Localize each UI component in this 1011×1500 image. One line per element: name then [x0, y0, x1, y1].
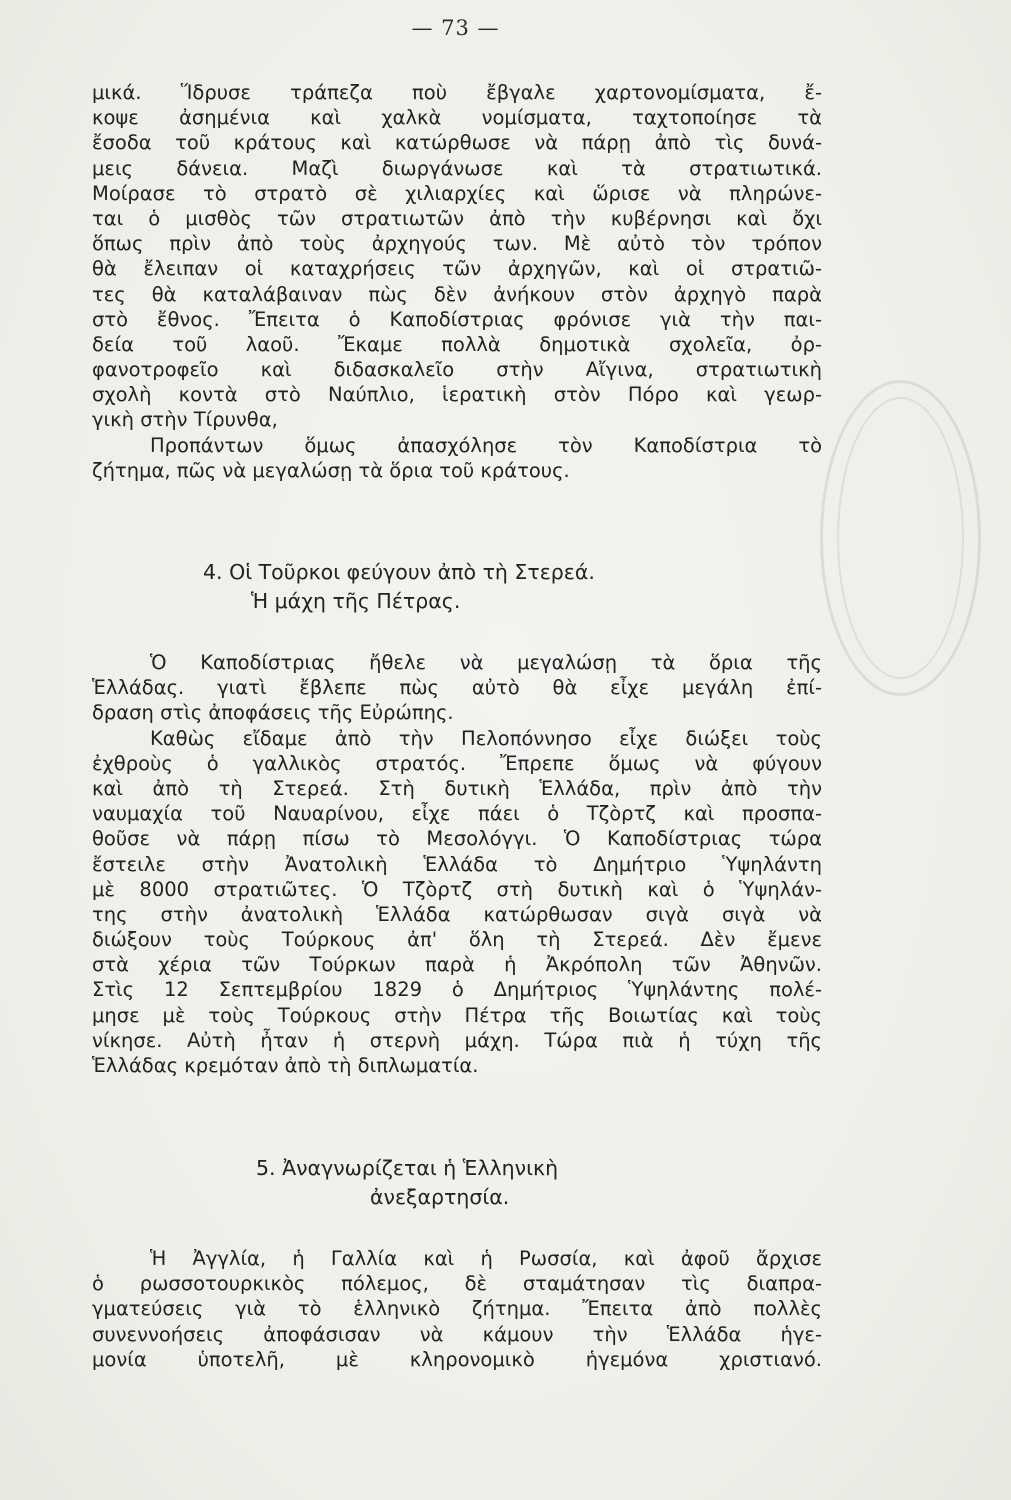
text-line: τες θὰ καταλάβαιναν πὼς δὲν ἀνήκουν στὸν ἀρχηγὸ παρὰ	[92, 282, 822, 306]
library-stamp-inner-ring	[837, 397, 964, 679]
text-line: καὶ ἀπὸ τὴ Στερεά. Στὴ δυτικὴ Ἑλλάδα, πρὶν ἀπὸ τὴν	[92, 776, 822, 800]
text-line: νίκησε. Αὐτὴ ἦταν ἡ στερνὴ μάχη. Τώρα πιὰ ἡ τύχη τῆς	[92, 1028, 822, 1052]
text-line: ζήτημα, πῶς νὰ μεγαλώσῃ τὰ ὅρια τοῦ κράτους.	[92, 458, 570, 482]
section-heading-4	[0, 558, 1011, 616]
text-line: Καθὼς εἴδαμε ἀπὸ τὴν Πελοπόννησο εἶχε διώξει τοὺς	[150, 726, 822, 750]
section-heading-line: ἀνεξαρτησία.	[370, 1185, 510, 1209]
text-line: μησε μὲ τοὺς Τούρκους στὴν Πέτρα τῆς Βοιωτίας καὶ τοὺς	[92, 1003, 822, 1027]
text-line: Στὶς 12 Σεπτεμβρίου 1829 ὁ Δημήτριος Ὑψηλάντης πολέ-	[92, 978, 822, 1002]
text-line: ἐχθροὺς ὁ γαλλικὸς στρατός. Ἔπρεπε ὅμως νὰ φύγουν	[92, 751, 822, 775]
text-line: θὰ ἔλειπαν οἱ καταχρήσεις τῶν ἀρχηγῶν, καὶ οἱ στρατιῶ-	[92, 257, 822, 281]
text-line: ναυμαχία τοῦ Ναυαρίνου, εἶχε πάει ὁ Τζὸρτζ καὶ προσπα-	[92, 802, 822, 826]
text-line: Προπάντων ὅμως ἀπασχόλησε τὸν Καποδίστρια τὸ	[150, 433, 822, 457]
text-line: Ἡ Ἀγγλία, ἡ Γαλλία καὶ ἡ Ρωσσία, καὶ ἀφοῦ ἄρχισε	[150, 1247, 822, 1270]
text-line: ὁ ρωσσοτουρκικὸς πόλεμος, δὲ σταμάτησαν τὶς διαπρα-	[92, 1272, 822, 1296]
section-heading-5	[0, 1154, 1011, 1212]
text-line: στὸ ἔθνος. Ἔπειτα ὁ Καποδίστριας φρόνισε γιὰ τὴν παι-	[92, 307, 822, 331]
text-line: γικὴ στὴν Τίρυνθα,	[92, 408, 278, 432]
text-line: ὅπως πρὶν ἀπὸ τοὺς ἀρχηγούς των. Μὲ αὐτὸ τὸν τρόπον	[92, 232, 822, 256]
text-line: θοῦσε νὰ πάρῃ πίσω τὸ Μεσολόγγι. Ὁ Καποδίστριας τώρα	[92, 827, 822, 851]
text-line: φανοτροφεῖο καὶ διδασκαλεῖο στὴν Αἴγινα, στρατιωτικὴ	[92, 358, 822, 382]
text-line: Ἑλλάδας κρεμόταν ἀπὸ τὴ διπλωματία.	[92, 1054, 479, 1077]
paragraph-block-2	[92, 650, 822, 1078]
section-heading-line: Ἡ μάχη τῆς Πέτρας.	[251, 589, 461, 613]
text-line: της στὴν ἀνατολικὴ Ἑλλάδα κατώρθωσαν σιγὰ σιγὰ νὰ	[92, 902, 822, 926]
text-line: δραση στὶς ἀποφάσεις τῆς Εὐρώπης.	[92, 701, 454, 725]
text-line: ἔσοδα τοῦ κράτους καὶ κατώρθωσε νὰ πάρῃ ἀπὸ τὶς δυνά-	[92, 131, 822, 155]
text-line: Μοίρασε τὸ στρατὸ σὲ χιλιαρχίες καὶ ὥρισε νὰ πληρώνε-	[92, 181, 822, 205]
library-stamp	[820, 380, 981, 696]
paragraph-block-3	[92, 1246, 822, 1372]
text-line: μὲ 8000 στρατιῶτες. Ὁ Τζὸρτζ στὴ δυτικὴ καὶ ὁ Ὑψηλάν-	[92, 877, 822, 901]
text-line: μονία ὑποτελῆ, μὲ κληρονομικὸ ἡγεμόνα χριστιανό.	[92, 1347, 822, 1371]
text-line: Ὁ Καποδίστριας ἤθελε νὰ μεγαλώσῃ τὰ ὅρια τῆς	[150, 651, 822, 674]
text-line: γματεύσεις γιὰ τὸ ἑλληνικὸ ζήτημα. Ἔπειτα ἀπὸ πολλὲς	[92, 1297, 822, 1321]
text-line: στὰ χέρια τῶν Τούρκων παρὰ ἡ Ἀκρόπολη τῶν Ἀθηνῶν.	[92, 953, 822, 977]
text-line: ἔστειλε στὴν Ἀνατολικὴ Ἑλλάδα τὸ Δημήτριο Ὑψηλάντη	[92, 852, 822, 876]
section-heading-line: 5. Ἀναγνωρίζεται ἡ Ἑλληνικὴ	[256, 1156, 559, 1180]
text-line: διώξουν τοὺς Τούρκους ἀπ' ὅλη τὴ Στερεά. Δὲν ἔμενε	[92, 928, 822, 952]
text-line: ται ὁ μισθὸς τῶν στρατιωτῶν ἀπὸ τὴν κυβέρνησι καὶ ὄχι	[92, 206, 822, 230]
page-number: — 73 —	[411, 16, 500, 40]
text-line: Ἑλλάδας. γιατὶ ἔβλεπε πὼς αὐτὸ θὰ εἶχε μεγάλη ἐπί-	[92, 676, 822, 700]
section-heading-line: 4. Οἱ Τοῦρκοι φεύγουν ἀπὸ τὴ Στερεά.	[203, 560, 595, 584]
text-line: σχολὴ κοντὰ στὸ Ναύπλιο, ἱερατικὴ στὸν Πόρο καὶ γεωρ-	[92, 383, 822, 407]
text-line: μικά. Ἵδρυσε τράπεζα ποὺ ἔβγαλε χαρτονομίσματα, ἔ-	[92, 81, 822, 104]
text-line: κοψε ἀσημένια καὶ χαλκὰ νομίσματα, ταχτοποίησε τὰ	[92, 106, 822, 130]
text-line: δεία τοῦ λαοῦ. Ἔκαμε πολλὰ δημοτικὰ σχολεῖα, ὀρ-	[92, 332, 822, 356]
text-line: συνεννοήσεις ἀποφάσισαν νὰ κάμουν τὴν Ἑλλάδα ἡγε-	[92, 1322, 822, 1346]
paragraph-block-1	[92, 80, 822, 483]
text-line: μεις δάνεια. Μαζὶ διωργάνωσε καὶ τὰ στρατιωτικά.	[92, 156, 822, 180]
